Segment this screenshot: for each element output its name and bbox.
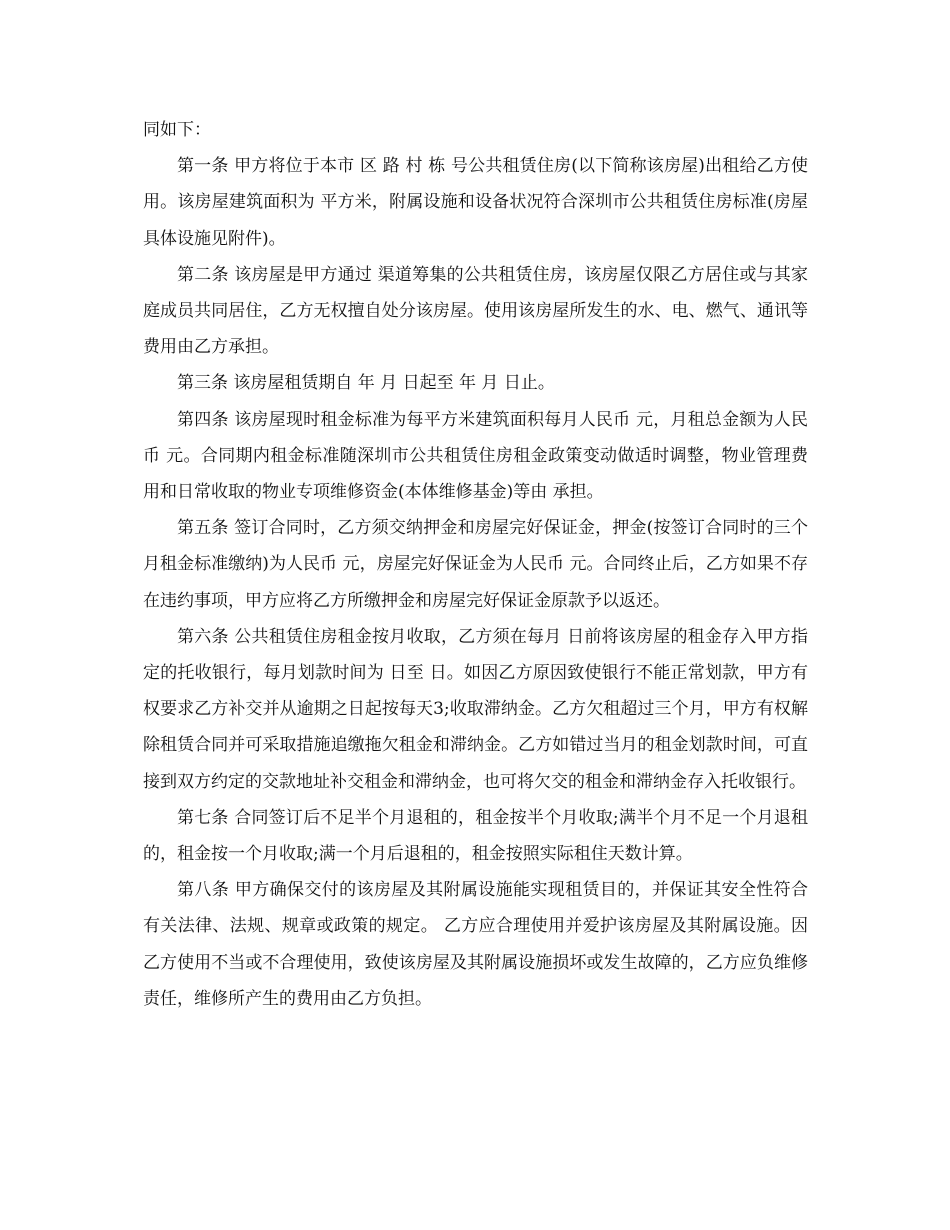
article-8: 第八条 甲方确保交付的该房屋及其附属设施能实现租赁目的，并保证其安全性符合有关法律、法规、规章或政策的规定。 乙方应合理使用并爱护该房屋及其附属设施。因乙方使用不当或不合理使用，致使该房屋及其附属设施损坏或发生故障的，乙方应负维修责任，维修所产生的费用由乙方负担。 xyxy=(143,880,808,1009)
article-7: 第七条 合同签订后不足半个月退租的，租金按半个月收取;满半个月不足一个月退租的，租金按一个月收取;满一个月后退租的，租金按照实际租住天数计算。 xyxy=(143,807,808,865)
article-6: 第六条 公共租赁住房租金按月收取，乙方须在每月 日前将该房屋的租金存入甲方指定的托收银行，每月划款时间为 日至 日。如因乙方原因致使银行不能正常划款，甲方有权要求乙方补交并从逾期之日起按每天3;收取滞纳金。乙方欠租超过三个月，甲方有权解除租赁合同并可采取措施追缴拖欠租金和滞纳金。乙方如错过当月的租金划款时间，可直接到双方约定的交款地址补交租金和滞纳金，也可将欠交的租金和滞纳金存入托收银行。 xyxy=(143,626,808,792)
article-3: 第三条 该房屋租赁期自 年 月 日起至 年 月 日止。 xyxy=(177,373,555,394)
article-2: 第二条 该房屋是甲方通过 渠道筹集的公共租赁住房，该房屋仅限乙方居住或与其家庭成员共同居住，乙方无权擅自处分该房屋。使用该房屋所发生的水、电、燃气、通讯等费用由乙方承担。 xyxy=(143,264,808,358)
article-4: 第四条 该房屋现时租金标准为每平方米建筑面积每月人民币 元，月租总金额为人民币 元。合同期内租金标准随深圳市公共租赁住房租金政策变动做适时调整，物业管理费用和日常收取的物业专项维修资金(本体维修基金)等由 承担。 xyxy=(143,409,808,503)
paragraph-intro: 同如下： xyxy=(143,120,211,140)
article-1: 第一条 甲方将位于本市 区 路 村 栋 号公共租赁住房(以下简称该房屋)出租给乙方使用。该房屋建筑面积为 平方米，附属设施和设备状况符合深圳市公共租赁住房标准(房屋具体设施见附件)。 xyxy=(143,156,808,249)
article-5: 第五条 签订合同时，乙方须交纳押金和房屋完好保证金，押金(按签订合同时的三个月租金标准缴纳)为人民币 元，房屋完好保证金为人民币 元。合同终止后，乙方如果不存在违约事项，甲方应将乙方所缴押金和房屋完好保证金原款予以返还。 xyxy=(143,518,808,611)
document-page xyxy=(143,112,808,1017)
